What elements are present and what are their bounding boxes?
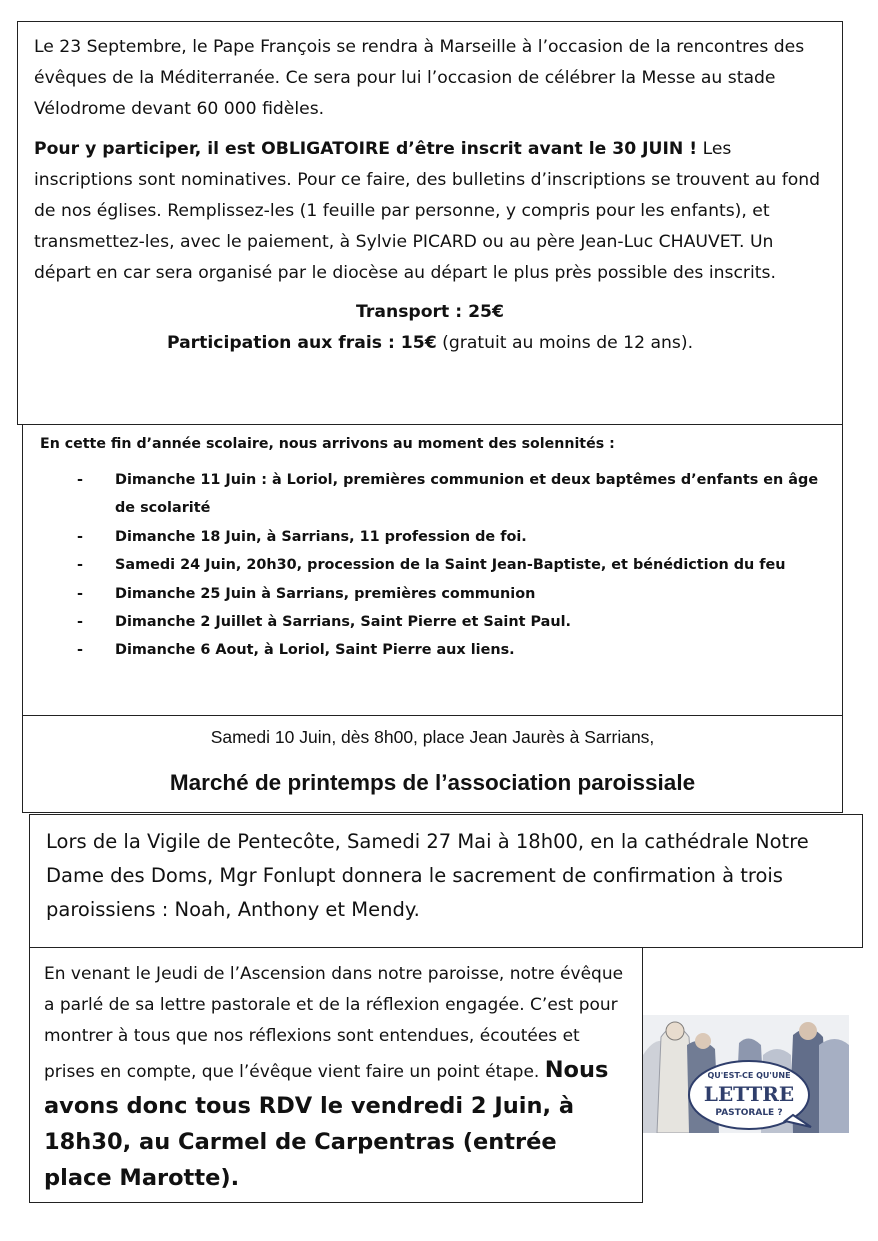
- illustration-caption-line1: QU'EST-CE QU'UNE: [707, 1071, 791, 1080]
- illustration-caption-line2: LETTRE: [703, 1082, 795, 1106]
- pastoral-letter-illustration: [643, 1015, 849, 1133]
- solemnities-section: [22, 424, 843, 716]
- list-item: - Dimanche 18 Juin, à Sarrians, 11 profession de foi.: [77, 528, 527, 545]
- registration-deadline: Pour y participer, il est OBLIGATOIRE d’être inscrit avant le 30 JUIN !: [34, 139, 698, 159]
- solemnities-intro: En cette fin d’année scolaire, nous arrivons au moment des solennités :: [40, 436, 615, 452]
- spring-market-title: Marché de printemps de l’association paroissiale: [169, 770, 696, 795]
- registration-paragraph: [34, 134, 826, 289]
- list-item: - Dimanche 2 Juillet à Sarrians, Saint Pierre et Saint Paul.: [77, 614, 572, 631]
- pastoral-letter-text: En venant le Jeudi de l’Ascension dans notre paroisse, notre évêque a parlé de sa lettre pastorale et de la réflexion engagée. C’est pour montrer à tous que nos réflexions sont entendues, écoutées et prises en compte, que l’évêque vient faire un point étape. Nous avons donc tous RDV le vendredi 2 Juin, à 18h30, au Carmel de Carpentras (entrée place Marotte).: [44, 964, 624, 1191]
- list-item: - Dimanche 6 Aout, à Loriol, Saint Pierre aux liens.: [77, 642, 515, 659]
- list-item: - Dimanche 25 Juin à Sarrians, premières communion: [77, 585, 536, 602]
- meeting-announcement: Nous avons donc tous RDV le vendredi 2 Juin, à 18h30, au Carmel de Carpentras (entrée place Marotte).: [44, 1057, 609, 1191]
- registration-details: Les inscriptions sont nominatives. Pour ce faire, des bulletins d’inscriptions se trouvent au fond de nos églises. Remplissez-les (1 feuille par personne, y compris pour les enfants), et transmettez-les, avec le paiement, à Sylvie PICARD ou au père Jean-Luc CHAUVET. Un départ en car sera organisé par le diocèse au départ le plus près possible des inscrits.: [34, 139, 821, 283]
- spring-market-date: Samedi 10 Juin, dès 8h00, place Jean Jaurès à Sarrians,: [210, 727, 655, 747]
- solemnities-list: [40, 466, 842, 665]
- list-item: - Dimanche 11 Juin : à Loriol, premières communion et deux baptêmes d’enfants en âge de scolarité: [77, 472, 819, 517]
- confirmation-announcement: Lors de la Vigile de Pentecôte, Samedi 27 Mai à 18h00, en la cathédrale Notre Dame des Doms, Mgr Fonlupt donnera le sacrement de confirmation à trois paroissiens : Noah, Anthony et Mendy.: [46, 830, 809, 921]
- transport-cost: Transport : 25€: [356, 302, 504, 322]
- papal-visit-section: [17, 21, 843, 425]
- confirmation-section: [29, 814, 863, 948]
- illustration-caption-line3: PASTORALE ?: [715, 1108, 783, 1118]
- papal-visit-announcement: Le 23 Septembre, le Pape François se rendra à Marseille à l’occasion de la rencontres des évêques de la Méditerranée. Ce sera pour lui l’occasion de célébrer la Messe au stade Vélodrome devant 60 000 fidèles.: [34, 37, 805, 119]
- list-item: - Samedi 24 Juin, 20h30, procession de la Saint Jean-Baptiste, et bénédiction du feu: [77, 557, 786, 574]
- pastoral-letter-section: [29, 947, 643, 1203]
- participation-cost: Participation aux frais : 15€ (gratuit au moins de 12 ans).: [166, 333, 694, 353]
- spring-market-section: [22, 715, 843, 813]
